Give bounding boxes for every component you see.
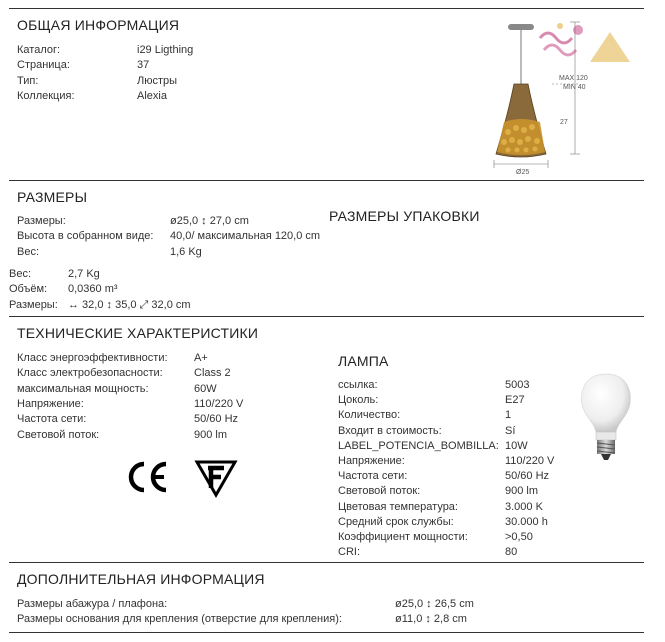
lamp-row bbox=[338, 484, 578, 499]
dimension-row bbox=[17, 245, 337, 260]
technical-value: A+ bbox=[194, 352, 208, 364]
lamp-value: Sí bbox=[505, 424, 516, 437]
lamp-label: Напряжение: bbox=[338, 455, 405, 467]
packaging-label: Вес: bbox=[9, 268, 32, 280]
dimension-value: ø25,0 ↕ 27,0 cm bbox=[170, 215, 249, 227]
packaging-value: 2,7 Kg bbox=[68, 268, 100, 280]
lamp-label: Средний срок службы: bbox=[338, 515, 454, 528]
divider-general bbox=[9, 180, 644, 181]
lamp-label: Цоколь: bbox=[338, 394, 379, 407]
packaging-row bbox=[9, 298, 269, 313]
dimension-row bbox=[17, 229, 337, 244]
lamp-label: Световой поток: bbox=[338, 485, 421, 498]
technical-label: максимальная мощность: bbox=[17, 382, 149, 395]
additional-label: Размеры основания для крепления (отверстие для крепления): bbox=[17, 613, 342, 626]
lamp-value: 10W bbox=[505, 439, 528, 452]
lamp-row bbox=[338, 515, 578, 530]
lamp-value: 5003 bbox=[505, 379, 530, 391]
lamp-row bbox=[338, 424, 578, 439]
technical-value: 900 lm bbox=[194, 428, 228, 441]
lamp-row bbox=[338, 530, 578, 545]
additional-row bbox=[17, 597, 497, 612]
divider-dimensions bbox=[9, 316, 644, 317]
technical-value: Class 2 bbox=[194, 367, 231, 380]
lamp-value: 110/220 V bbox=[505, 455, 555, 467]
packaging-label: Размеры: bbox=[9, 298, 58, 311]
general-row bbox=[17, 58, 267, 73]
dimension-row bbox=[17, 214, 337, 229]
general-label: Коллекция: bbox=[17, 89, 75, 102]
additional-value: ø11,0 ↕ 2,8 cm bbox=[395, 613, 467, 626]
lamp-row bbox=[338, 378, 578, 393]
lamp-value: 900 lm bbox=[505, 485, 539, 498]
general-row bbox=[17, 74, 267, 89]
additional-title: ДОПОЛНИТЕЛЬНАЯ ИНФОРМАЦИЯ bbox=[17, 571, 265, 587]
packaging-value: ↔ 32,0 ↕ 35,0 ⤢ 32,0 cm bbox=[68, 298, 191, 311]
dimensions-title: РАЗМЕРЫ bbox=[17, 189, 88, 205]
dimension-value: 1,6 Kg bbox=[170, 245, 202, 258]
lamp-row bbox=[338, 469, 578, 484]
lamp-value: 30.000 h bbox=[505, 515, 548, 528]
ce-mark-icon bbox=[124, 460, 170, 494]
packaging-value: 0,0360 m³ bbox=[68, 283, 118, 296]
packaging-title: РАЗМЕРЫ УПАКОВКИ bbox=[329, 208, 480, 224]
technical-label: Световой поток: bbox=[17, 428, 100, 441]
general-row bbox=[17, 43, 267, 58]
technical-row bbox=[17, 397, 277, 412]
general-value: Alexia bbox=[137, 89, 167, 102]
packaging-row bbox=[9, 267, 269, 282]
brand-logo bbox=[530, 18, 640, 66]
lamp-title: ЛАМПА bbox=[338, 353, 389, 369]
min-height-label: MIN 40 bbox=[563, 84, 586, 91]
packaging-row bbox=[9, 282, 269, 297]
lamp-row bbox=[338, 393, 578, 408]
divider-top bbox=[9, 8, 644, 9]
general-label: Страница: bbox=[17, 59, 70, 72]
dimension-value: 40,0/ максимальная 120,0 cm bbox=[170, 230, 321, 243]
lamp-label: LABEL_POTENCIA_BOMBILLA: bbox=[338, 439, 499, 452]
diameter-label: Ø25 bbox=[516, 169, 530, 176]
lamp-label: CRI: bbox=[338, 546, 360, 559]
technical-label: Частота сети: bbox=[17, 413, 87, 426]
technical-row bbox=[17, 366, 277, 381]
technical-label: Класс энергоэффективности: bbox=[17, 352, 168, 364]
led-bulb-icon bbox=[578, 370, 634, 466]
packaging-label: Объём: bbox=[9, 283, 48, 296]
lamp-row bbox=[338, 408, 578, 423]
lamp-row bbox=[338, 500, 578, 515]
lamp-value: 1 bbox=[505, 409, 512, 422]
general-label: Каталог: bbox=[17, 44, 61, 56]
additional-row bbox=[17, 612, 497, 627]
technical-value: 60W bbox=[194, 382, 217, 395]
lamp-label: Входит в стоимость: bbox=[338, 424, 442, 437]
lamp-value: 50/60 Hz bbox=[505, 470, 550, 483]
technical-title: ТЕХНИЧЕСКИЕ ХАРАКТЕРИСТИКИ bbox=[17, 325, 259, 341]
technical-row bbox=[17, 412, 277, 427]
shade-height-label: 27 bbox=[560, 119, 568, 126]
lamp-label: Количество: bbox=[338, 409, 401, 422]
general-value: Люстры bbox=[137, 74, 178, 87]
lamp-label: Цветовая температура: bbox=[338, 500, 458, 513]
general-title: ОБЩАЯ ИНФОРМАЦИЯ bbox=[17, 17, 180, 33]
general-row bbox=[17, 89, 267, 104]
technical-label: Класс электробезопасности: bbox=[17, 367, 163, 380]
lamp-label: ссылка: bbox=[338, 379, 378, 391]
lamp-value: 80 bbox=[505, 546, 518, 559]
lamp-value: 3.000 K bbox=[505, 500, 543, 513]
general-value: 37 bbox=[137, 59, 150, 72]
lamp-label: Коэффициент мощности: bbox=[338, 531, 468, 543]
divider-technical bbox=[9, 562, 644, 563]
technical-row bbox=[17, 428, 277, 443]
dimension-label: Высота в собранном виде: bbox=[17, 230, 154, 243]
technical-row bbox=[17, 351, 277, 366]
lamp-value: >0,50 bbox=[505, 531, 533, 543]
lamp-label: Частота сети: bbox=[338, 470, 408, 483]
dimension-label: Размеры: bbox=[17, 215, 66, 227]
lamp-row bbox=[338, 439, 578, 454]
technical-row bbox=[17, 382, 277, 397]
lamp-row bbox=[338, 454, 578, 469]
general-label: Тип: bbox=[17, 74, 39, 87]
lamp-row bbox=[338, 545, 578, 560]
technical-value: 110/220 V bbox=[194, 397, 244, 410]
lamp-value: E27 bbox=[505, 394, 525, 407]
f-triangle-mark-icon bbox=[194, 458, 238, 498]
additional-value: ø25,0 ↕ 26,5 cm bbox=[395, 598, 474, 610]
dimension-label: Вес: bbox=[17, 245, 40, 258]
max-height-label: MAX 120 bbox=[559, 75, 588, 82]
general-value: i29 Ligthing bbox=[137, 44, 194, 56]
technical-label: Напряжение: bbox=[17, 397, 84, 410]
divider-bottom bbox=[9, 632, 644, 633]
additional-label: Размеры абажура / плафона: bbox=[17, 598, 168, 610]
technical-value: 50/60 Hz bbox=[194, 413, 239, 426]
